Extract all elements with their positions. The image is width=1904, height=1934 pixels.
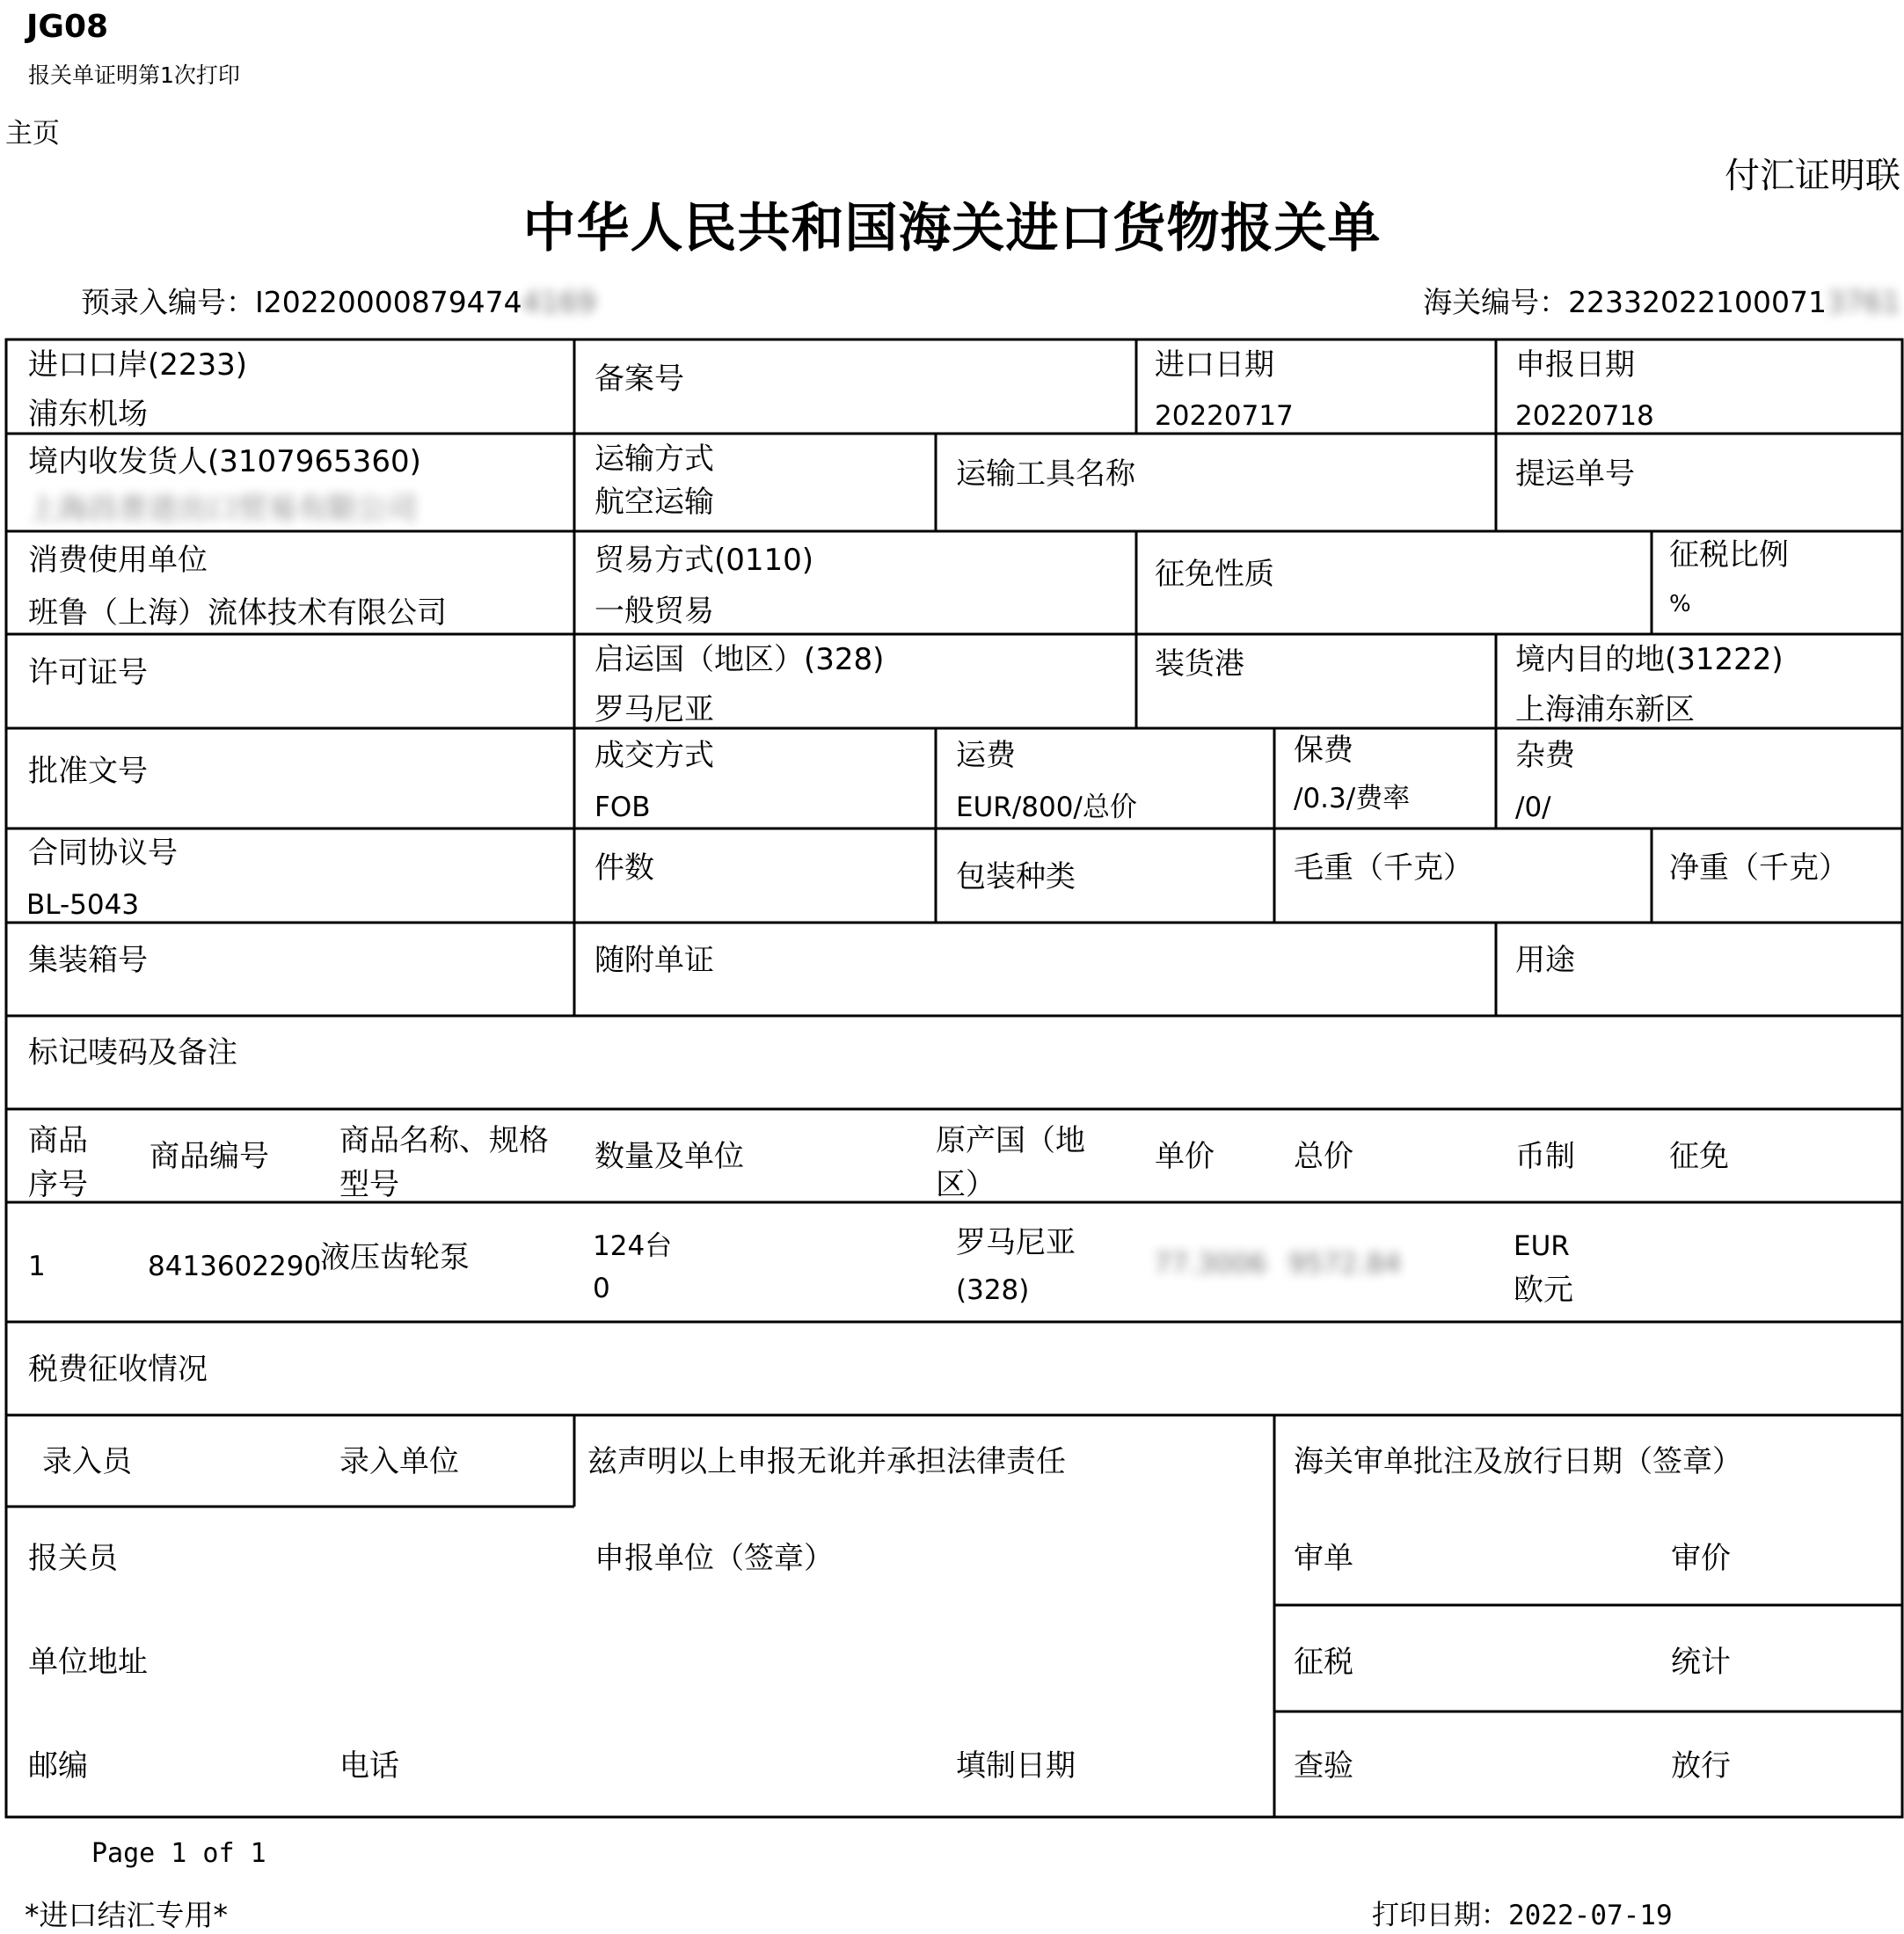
goods-row-seq: 1 — [28, 1251, 46, 1282]
license-no-label: 许可证号 — [28, 655, 148, 690]
unit-address-label: 单位地址 — [28, 1645, 148, 1680]
statistics-label: 统计 — [1671, 1645, 1731, 1680]
trade-mode-value: 一般贸易 — [595, 594, 714, 629]
goods-header-origin-line1: 原产国（地 — [936, 1123, 1085, 1158]
approval-no-label: 批准文号 — [28, 754, 148, 789]
phone-label: 电话 — [339, 1748, 399, 1784]
gross-weight-label: 毛重（千克） — [1294, 850, 1473, 886]
customs-number-masked-suffix: 3761 — [1827, 285, 1900, 319]
special-use-note: *进口结汇专用* — [25, 1898, 228, 1932]
print-date-label: 打印日期： — [1372, 1900, 1508, 1931]
goods-row-currency-line1: EUR — [1514, 1230, 1570, 1262]
home-link[interactable]: 主页 — [5, 118, 60, 150]
page-title: 中华人民共和国海关进口货物报关单 — [522, 198, 1382, 259]
contract-no-label: 合同协议号 — [28, 836, 178, 871]
entry-clerk-label: 录入员 — [42, 1444, 132, 1479]
customs-review-label: 海关审单批注及放行日期（签章） — [1294, 1444, 1742, 1479]
transport-name-label: 运输工具名称 — [956, 456, 1135, 492]
insurance-value: /0.3/费率 — [1294, 783, 1411, 814]
goods-row-origin-line2: (328) — [956, 1274, 1030, 1306]
consignee-label: 境内收发货人(3107965360) — [28, 444, 421, 479]
freight-label: 运费 — [956, 738, 1016, 773]
origin-country-value: 罗马尼亚 — [595, 692, 714, 727]
page-info: Page 1 of 1 — [91, 1838, 266, 1869]
remarks-label: 标记唛码及备注 — [28, 1035, 237, 1070]
freight-value: EUR/800/总价 — [956, 792, 1137, 823]
consumer-value: 班鲁（上海）流体技术有限公司 — [28, 595, 447, 631]
contract-no-value: BL-5043 — [26, 889, 140, 921]
goods-row-name: 液压齿轮泵 — [320, 1240, 470, 1275]
postcode-label: 邮编 — [28, 1748, 88, 1784]
goods-row-qty-line2: 0 — [593, 1273, 610, 1304]
tax-section-label: 税费征收情况 — [28, 1352, 208, 1387]
attached-docs-label: 随附单证 — [595, 943, 714, 978]
bill-no-label: 提运单号 — [1515, 456, 1635, 492]
print-note: 报关单证明第1次打印 — [28, 62, 240, 88]
goods-row-qty-line1: 124台 — [593, 1230, 673, 1262]
goods-header-origin — [936, 1119, 1085, 1207]
declare-date-label: 申报日期 — [1515, 347, 1635, 383]
doc-code: JG08 — [26, 9, 109, 45]
customs-number-value: 22332022100071 — [1568, 285, 1827, 319]
goods-row-origin-line1: 罗马尼亚 — [956, 1225, 1076, 1260]
pre-entry-label: 预录入编号： — [81, 285, 255, 319]
goods-header-seq-line2: 序号 — [28, 1167, 88, 1202]
import-date-label: 进口日期 — [1155, 347, 1274, 383]
declaring-unit-label: 申报单位（签章） — [595, 1541, 834, 1576]
usage-label: 用途 — [1515, 943, 1575, 978]
import-date-value: 20220717 — [1155, 400, 1294, 432]
import-port-label: 进口口岸(2233) — [28, 347, 248, 383]
deal-mode-value: FOB — [595, 792, 651, 823]
declare-date-value: 20220718 — [1515, 400, 1654, 432]
insurance-label: 保费 — [1294, 733, 1353, 768]
pieces-label: 件数 — [595, 850, 654, 886]
pre-entry-masked-suffix: 4169 — [522, 285, 596, 319]
goods-header-total-price: 总价 — [1294, 1139, 1353, 1174]
net-weight-label: 净重（千克） — [1669, 850, 1849, 886]
goods-header-qty: 数量及单位 — [595, 1139, 744, 1174]
copy-type: 付汇证明联 — [1725, 156, 1900, 196]
goods-header-origin-line2: 区） — [936, 1167, 996, 1202]
misc-fee-value: /0/ — [1515, 792, 1551, 823]
goods-row-total-price-masked: 9572.84 — [1288, 1248, 1402, 1280]
import-port-value: 浦东机场 — [28, 397, 148, 432]
goods-header-unit-price: 单价 — [1155, 1139, 1215, 1174]
destination-label: 境内目的地(31222) — [1515, 642, 1784, 677]
goods-header-seq — [28, 1119, 88, 1207]
consignee-value-masked: 上海昌普进出口贸易有限公司 — [28, 492, 417, 527]
tax-ratio-value: % — [1669, 591, 1691, 617]
price-review-label: 审价 — [1671, 1541, 1731, 1576]
goods-header-name-line2: 型号 — [339, 1167, 399, 1202]
goods-header-code: 商品编号 — [150, 1139, 269, 1174]
package-type-label: 包装种类 — [956, 859, 1076, 894]
goods-header-exempt: 征免 — [1669, 1139, 1729, 1174]
transport-mode-value: 航空运输 — [595, 485, 714, 520]
goods-header-currency: 币制 — [1515, 1139, 1575, 1174]
fill-date-label: 填制日期 — [956, 1748, 1076, 1784]
goods-header-name — [339, 1119, 549, 1207]
declaration-text: 兹声明以上申报无讹并承担法律责任 — [587, 1444, 1066, 1479]
deal-mode-label: 成交方式 — [595, 738, 714, 773]
container-no-label: 集装箱号 — [28, 943, 148, 978]
print-date — [1372, 1893, 1673, 1932]
transport-mode-label: 运输方式 — [595, 442, 714, 477]
customs-number-label: 海关编号： — [1423, 285, 1569, 319]
print-date-value: 2022-07-19 — [1508, 1900, 1673, 1931]
consumer-label: 消费使用单位 — [28, 543, 208, 578]
entry-unit-label: 录入单位 — [339, 1444, 459, 1479]
goods-header-name-line1: 商品名称、规格 — [339, 1123, 549, 1158]
goods-row-code: 8413602290 — [148, 1251, 322, 1282]
tax-levy-label: 征税 — [1294, 1645, 1353, 1680]
inspection-label: 查验 — [1294, 1748, 1353, 1784]
goods-header-seq-line1: 商品 — [28, 1123, 88, 1158]
trade-mode-label: 贸易方式(0110) — [595, 543, 814, 578]
tax-ratio-label: 征税比例 — [1669, 537, 1789, 573]
exemption-label: 征免性质 — [1155, 557, 1274, 592]
release-label: 放行 — [1671, 1748, 1731, 1784]
declarant-label: 报关员 — [28, 1541, 118, 1576]
loading-port-label: 装货港 — [1155, 646, 1244, 682]
record-no-label: 备案号 — [595, 361, 684, 397]
destination-value: 上海浦东新区 — [1515, 692, 1695, 727]
origin-country-label: 启运国（地区）(328) — [595, 642, 885, 677]
goods-row-currency-line2: 欧元 — [1514, 1273, 1573, 1308]
misc-fee-label: 杂费 — [1515, 738, 1575, 773]
goods-row-unit-price-masked: 77.3006 — [1154, 1248, 1267, 1280]
pre-entry-value: I20220000879474 — [255, 285, 522, 319]
review-label: 审单 — [1294, 1541, 1353, 1576]
